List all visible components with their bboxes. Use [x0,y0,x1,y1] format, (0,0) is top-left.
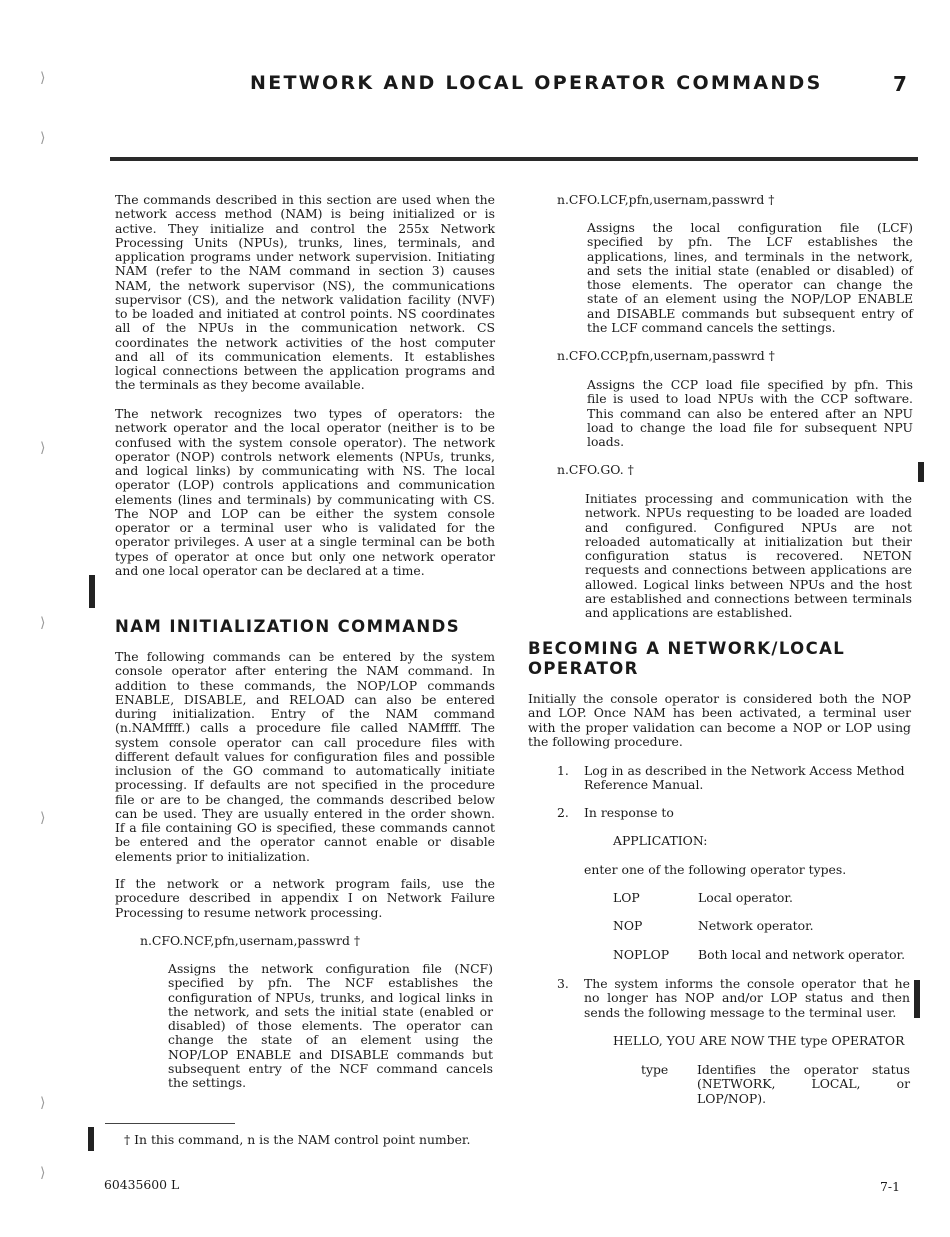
section-heading-nam: NAM INITIALIZATION COMMANDS [115,617,461,636]
command-ccp: n.CFO.CCP,pfn,usernam,passwrd † [557,348,775,363]
step-1-text: Log in as described in the Network Access Method Reference Manual. [584,763,905,793]
change-bar [914,980,920,1018]
lcf-description: Assigns the local configuration file (LCF) specified by pfn. The LCF establishes the applications, lines, and terminals in the network, and sets the initial state (enabled or disabled) of those elements. The operator can change the state of an element using the NOP/LOP ENABLE and DISABLE commands but subsequent entry of the LCF command cancels the settings. [587,220,913,335]
binding-mark: ⟩ [40,810,46,826]
step-2-text: In response to [584,805,674,820]
ccp-description: Assigns the CCP load file specified by pfn. This file is used to load NPUs with the CCP software. This command can also be entered after an NPU load to change the load file for subsequent NPU loads. [587,377,913,449]
document-number: 60435600 L [104,1177,180,1192]
operator-types-paragraph: The network recognizes two types of operators: the network operator and the local operator (neither is to be confused with the system console operator). The network operator (NOP) controls network elements (NPUs, trunks, and logical links) by communicating with NS. The local operator (LOP) controls applications and communication elements (lines and terminals) by communicating with CS. The NOP and LOP can be either the system console operator or a terminal user who is validated for the operator privileges. A user at a single terminal can be both types of operator at once but only one network operator and one local operator can be declared at a time. [115,406,495,578]
step-2-continuation: enter one of the following operator types. [584,862,847,877]
op-type-desc: Network operator. [698,918,814,933]
binding-mark: ⟩ [40,615,46,631]
op-type-code: NOP [613,918,643,933]
op-type-code: LOP [613,890,640,905]
change-bar [918,462,924,482]
binding-mark: ⟩ [40,1095,46,1111]
go-description: Initiates processing and communication with the network. NPUs requesting to be loaded are loaded and configured. Configured NPUs are not reloaded automatically at initialization but their configuration status is recovered. NETON requests and connections between applications are allowed. Logical links between NPUs and the host are established and connections between terminals and applications are established. [585,491,912,620]
header-rule [110,157,918,161]
change-bar [88,1127,94,1151]
op-type-code: NOPLOP [613,947,670,962]
ncf-description: Assigns the network configuration file (NCF) specified by pfn. The NCF establishes the configuration of NPUs, trunks, and logical links in the network, and sets the initial state (enabled or disabled) of those elements. The operator can change the state of an element using the NOP/LOP ENABLE and DISABLE commands but subsequent entry of the NCF command cancels the settings. [168,961,493,1090]
binding-mark: ⟩ [40,130,46,146]
op-type-desc: Local operator. [698,890,793,905]
step-number: 3. [557,976,569,991]
binding-mark: ⟩ [40,70,46,86]
command-lcf: n.CFO.LCF,pfn,usernam,passwrd † [557,192,775,207]
footnote-separator [105,1123,235,1124]
binding-mark: ⟩ [40,1165,46,1181]
nam-init-paragraph: The following commands can be entered by the system console operator after entering the NAM command. In addition to these commands, the NOP/LOP commands ENABLE, DISABLE, and RELOAD can also be entered during initialization. Entry of the NAM command (n.NAMffff.) calls a procedure file called NAMffff. The system console operator can call procedure files with different default values for configuration files and possible inclusion of the GO command to automatically initiate processing. If defaults are not specified in the procedure file or are to be changed, the commands described below can be used. They are usually entered in the order shown. If a file containing GO is specified, these commands cannot be entered and the operator cannot enable or disable elements prior to initialization. [115,649,495,864]
type-term: type [641,1062,669,1077]
step-number: 1. [557,763,569,778]
failure-paragraph: If the network or a network program fails, use the procedure described in appendix I on Network Failure Processing to resume network processing. [115,876,495,920]
change-bar [89,575,95,608]
page-header-title: NETWORK AND LOCAL OPERATOR COMMANDS [250,72,823,94]
section-heading-becoming: BECOMING A NETWORK/LOCAL OPERATOR [528,639,846,678]
step-number: 2. [557,805,569,820]
command-go: n.CFO.GO. † [557,462,634,477]
application-prompt: APPLICATION: [613,833,708,848]
command-ncf: n.CFO.NCF,pfn,usernam,passwrd † [140,933,361,948]
binding-mark: ⟩ [40,440,46,456]
hello-message: HELLO, YOU ARE NOW THE type OPERATOR [613,1033,905,1048]
op-type-desc: Both local and network operator. [698,947,906,962]
page-number: 7-1 [880,1179,900,1194]
chapter-number: 7 [893,72,907,96]
type-description: Identifies the operator status (NETWORK, LOCAL, or LOP/NOP). [697,1062,910,1106]
becoming-intro: Initially the console operator is considered both the NOP and LOP. Once NAM has been activated, a terminal user with the proper validation can become a NOP or LOP using the following procedure. [528,691,911,749]
footnote: † In this command, n is the NAM control point number. [124,1132,471,1147]
intro-paragraph: The commands described in this section are used when the network access method (NAM) is being initialized or is active. They initialize and control the 255x Network Processing Units (NPUs), trunks, lines, terminals, and application programs under network supervision. Initiating NAM (refer to the NAM command in section 3) causes NAM, the network supervisor (NS), the communications supervisor (CS), and the network validation facility (NVF) to be loaded and initiated at control points. NS coordinates all of the NPUs in the communication network. CS coordinates the network activities of the host computer and all of its communication elements. It establishes logical connections between the application programs and the terminals as they become available. [115,192,495,393]
step-3-text: The system informs the console operator that he no longer has NOP and/or LOP status and then sends the following message to the terminal user. [584,976,910,1020]
